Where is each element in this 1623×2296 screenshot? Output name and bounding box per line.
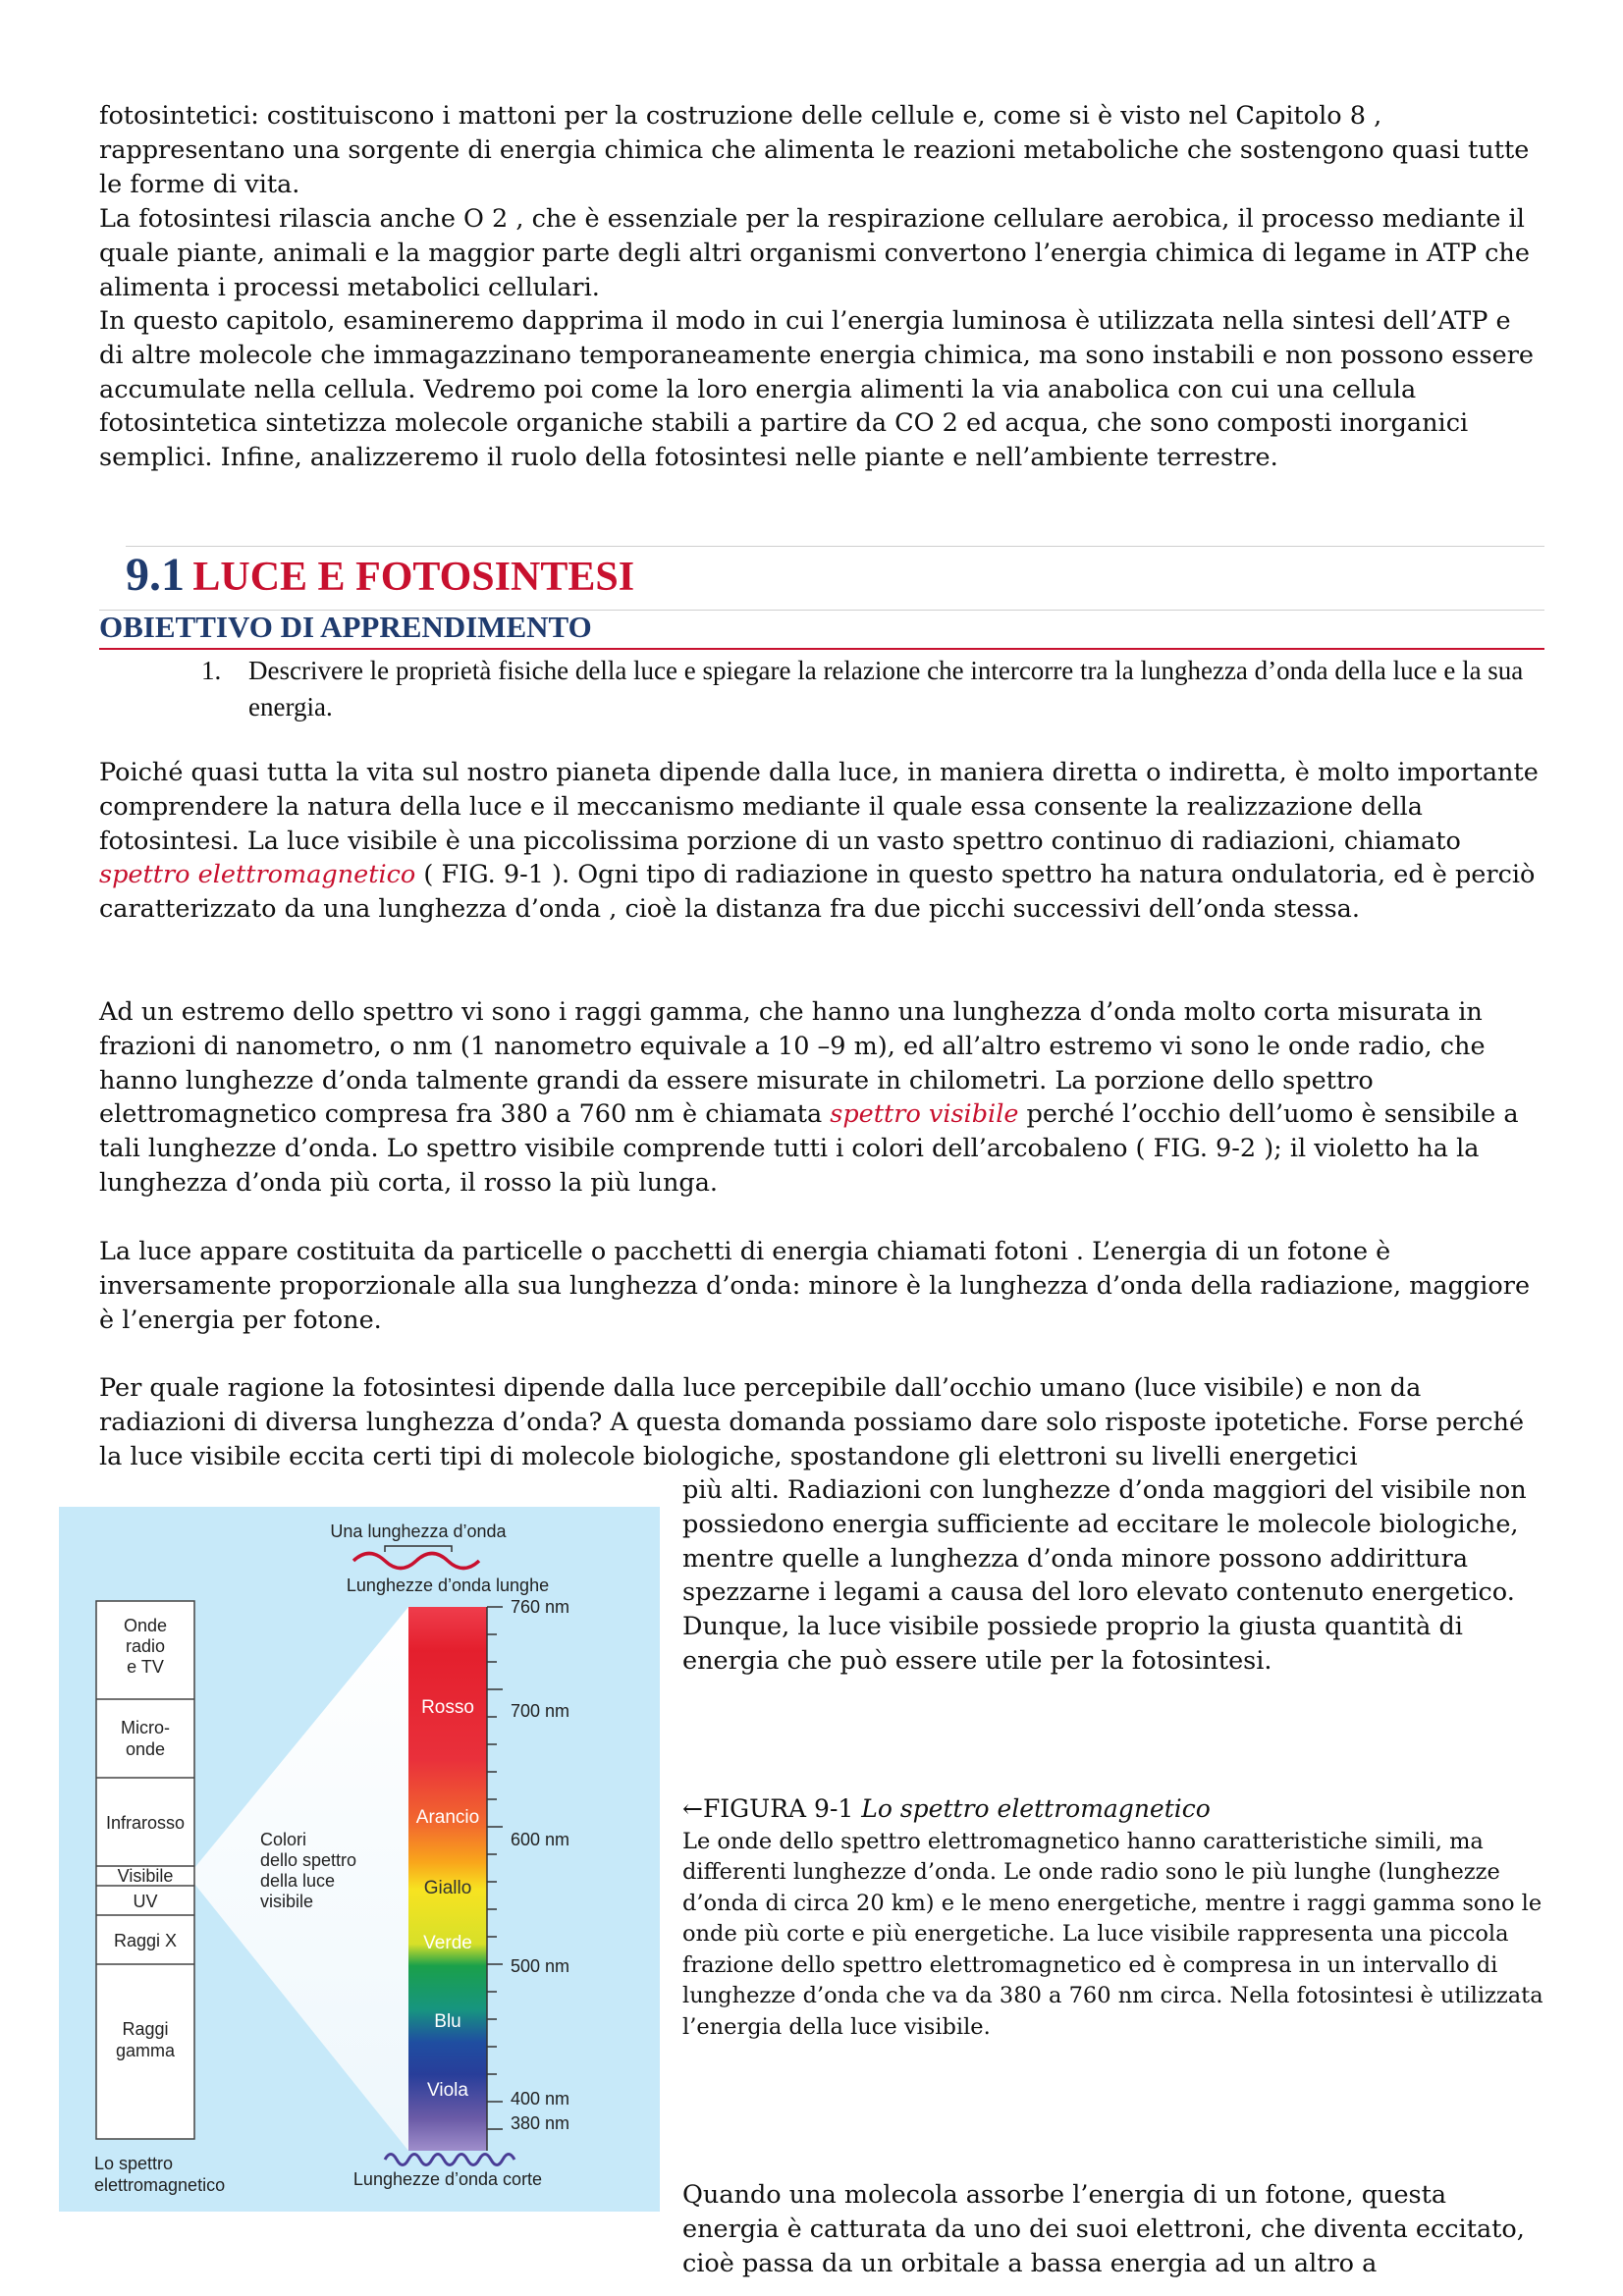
wavelength-bracket — [385, 1546, 452, 1552]
body-p1-text-b: ( FIG. 9-1 ). Ogni tipo di radiazione in questo spettro ha natura ondulatoria, ed è perciò caratterizzato da una lunghezza d’onda , cioè la distanza fra due picchi successivi dell’onda stessa. — [99, 860, 1536, 925]
section-number: 9.1 — [126, 549, 185, 601]
body-paragraph-3: La luce appare costituita da particelle o pacchetti di energia chiamati fotoni . L’energia di un fotone è inversamente proporzionale alla sua lunghezza d’onda: minore è la lunghezza d’onda della radiazione, maggiore è l’energia per fotone. — [99, 1237, 1531, 1335]
em-box-radio-line3: e TV — [127, 1657, 164, 1677]
nm-label-700: 700 nm — [511, 1701, 570, 1721]
color-label-orange: Arancio — [415, 1807, 480, 1828]
wavelength-ruler — [487, 1607, 503, 2151]
intro-paragraph-3: In questo capitolo, esamineremo dapprima il modo in cui l’energia luminosa è utilizzata nella sintesi dell’ATP e di altre molecole che immagazzinano temporaneamente energia chimica, ma sono instabili e non possono essere accumulate nella cellula. Vedremo poi come la loro energia alimenti la via anabolica con cui una cellula fotosintetica sintetizza molecole organiche stabili a partire da CO 2 ed acqua, che sono composti inorganici semplici. Infine, analizzeremo il ruolo della fotosintesi nelle piante e nell’ambiente terrestre. — [99, 306, 1534, 473]
nm-label-760: 760 nm — [511, 1597, 570, 1617]
nm-label-380: 380 nm — [511, 2113, 570, 2133]
visible-colors-line2: dello spettro — [260, 1850, 357, 1870]
body-p1-text-a: Poiché quasi tutta la vita sul nostro pianeta dipende dalla luce, in maniera diretta o indiretta, è molto importante comprendere la natura della luce e il meccanismo mediante il quale essa consente la realizzazione della fotosintesi. La luce visibile è una piccolissima porzione di un vasto spettro continuo di radiazioni, chiamato — [99, 758, 1539, 856]
objective-heading: OBIETTIVO DI APPRENDIMENTO — [99, 610, 592, 644]
spectrum-label-line2: elettromagnetico — [94, 2175, 226, 2195]
term-spettro-visibile: spettro visibile — [830, 1099, 1019, 1130]
em-box-micro-line1: Micro- — [121, 1718, 170, 1737]
nm-label-400: 400 nm — [511, 2089, 570, 2109]
caption-text: Le onde dello spettro elettromagnetico hanno caratteristiche simili, ma differenti lunghezze d’onda. Le onde radio sono le più lunghe (lunghezze d’onda di circa 20 km) e le meno energetiche, mentre i raggi gamma sono le onde più corte e più energetiche. La luce visibile rappresenta una piccola frazione dello spettro elettromagnetico ed è compresa in un intervallo di lunghezze d’onda che va da 380 a 760 nm circa. Nella fotosintesi è utilizzata l’energia della luce visibile. — [682, 1828, 1543, 2040]
one-wavelength-label: Una lunghezza d’onda — [330, 1522, 507, 1541]
intro-paragraph-2: La fotosintesi rilascia anche O 2 , che è essenziale per la respirazione cellulare aerobica, il processo mediante il quale piante, animali e la maggior parte degli altri organismi convertono l’energia chimica di legame in ATP che alimenta i processi metabolici cellulari. — [99, 204, 1530, 302]
caption-arrow-icon: ← — [682, 1794, 703, 1823]
objective-rule — [99, 648, 1544, 650]
visible-colors-line1: Colori — [260, 1830, 307, 1849]
section-title — [126, 548, 634, 602]
em-box-gamma-line2: gamma — [115, 2041, 176, 2060]
body-paragraph-5 — [682, 2178, 1546, 2278]
long-waves-label: Lunghezze d’onda lunghe — [346, 1575, 550, 1595]
color-label-yellow: Giallo — [423, 1878, 472, 1898]
figure-caption — [682, 1793, 1546, 2043]
objective-text: Descrivere le proprietà fisiche della luce e spiegare la relazione che intercorre tra la lunghezza d’onda della luce e la sua energia. — [248, 656, 1524, 721]
color-label-blue: Blu — [434, 2011, 461, 2032]
body-p2-text-a: Ad un estremo dello spettro vi sono i raggi gamma, che hanno una lunghezza d’onda molto corta misurata in frazioni di nanometro, o nm (1 nanometro equivale a 10 –9 m), ed all’altro estremo vi sono le onde radio, che hanno lunghezze d’onda talmente grandi da essere misurate in chilometri. La porzione dello spettro elettromagnetico compresa fra 380 a 760 nm è chiamata — [99, 997, 1486, 1130]
em-box-uv: UV — [133, 1892, 158, 1911]
em-box-radio-line1: Onde — [123, 1616, 168, 1635]
term-spettro-elettromagnetico: spettro elettromagnetico — [99, 860, 416, 890]
color-label-violet: Viola — [427, 2080, 468, 2101]
visible-colors-line3: della luce — [260, 1871, 336, 1891]
em-spectrum-svg — [59, 1507, 660, 2212]
short-waves-label: Lunghezze d’onda corte — [352, 2169, 543, 2189]
spectrum-label-line1: Lo spettro — [94, 2154, 174, 2173]
caption-title: Lo spettro elettromagnetico — [861, 1794, 1211, 1823]
body-paragraph-1 — [99, 756, 1542, 927]
long-wave-icon — [353, 1554, 479, 1569]
nm-label-600: 600 nm — [511, 1830, 570, 1849]
em-box-visible: Visibile — [117, 1866, 174, 1886]
caption-label: FIGURA 9-1 — [702, 1794, 862, 1823]
nm-label-500: 500 nm — [511, 1956, 570, 1976]
em-box-micro-line2: onde — [125, 1739, 166, 1759]
section-name: LUCE E FOTOSINTESI — [192, 555, 635, 600]
body-p5-text: Quando una molecola assorbe l’energia di un fotone, questa energia è catturata da uno dei suoi elettroni, che diventa eccitato, cioè passa da un orbitale a bassa energia ad un altro a — [682, 2180, 1525, 2278]
body-p2-text-b: perché l’occhio dell’uomo è sensibile a tali lunghezze d’onda. Lo spettro visibile comprende tutti i colori dell’arcobaleno ( FIG. 9-2 ); il violetto ha la lunghezza d’onda più corta, il rosso la più lunga. — [99, 1099, 1519, 1198]
em-box-gamma-line1: Raggi — [122, 2019, 169, 2039]
em-box-infrared: Infrarosso — [105, 1813, 186, 1833]
objective-number: 1. — [201, 656, 222, 685]
intro-paragraph-1: fotosintetici: costituiscono i mattoni per la costruzione delle cellule e, come si è visto nel Capitolo 8 , rappresentano una sorgente di energia chimica che alimenta le reazioni metaboliche che sostengono quasi tutte le forme di vita. — [99, 101, 1530, 199]
em-spectrum-figure — [59, 1507, 660, 2212]
body-paragraph-4-continued: più alti. Radiazioni con lunghezze d’onda maggiori del visibile non possiedono energia sufficiente ad eccitare le molecole biologiche, mentre quelle a lunghezza d’onda minore possono addirittura spezzarne i legami a causa del loro elevato contenuto energetico. Dunque, la luce visibile possiede proprio la giusta quantità di energia che può essere utile per la fotosintesi. — [682, 1475, 1527, 1676]
short-wave-icon — [385, 2155, 514, 2165]
section-top-rule — [126, 546, 1544, 547]
em-box-xray: Raggi X — [113, 1931, 178, 1950]
em-box-radio-line2: radio — [125, 1636, 166, 1656]
visible-colors-line4: visibile — [260, 1892, 314, 1911]
color-label-red: Rosso — [421, 1697, 474, 1718]
body-paragraph-4: Per quale ragione la fotosintesi dipende dalla luce percepibile dall’occhio umano (luce visibile) e non da radiazioni di diversa lunghezza d’onda? A questa domanda possiamo dare solo risposte ipotetiche. Forse perché la luce visibile eccita certi tipi di molecole biologiche, spostandone gli elettroni su livelli energetici — [99, 1373, 1525, 1471]
body-paragraph-2 — [99, 995, 1542, 1201]
color-label-green: Verde — [423, 1933, 472, 1953]
